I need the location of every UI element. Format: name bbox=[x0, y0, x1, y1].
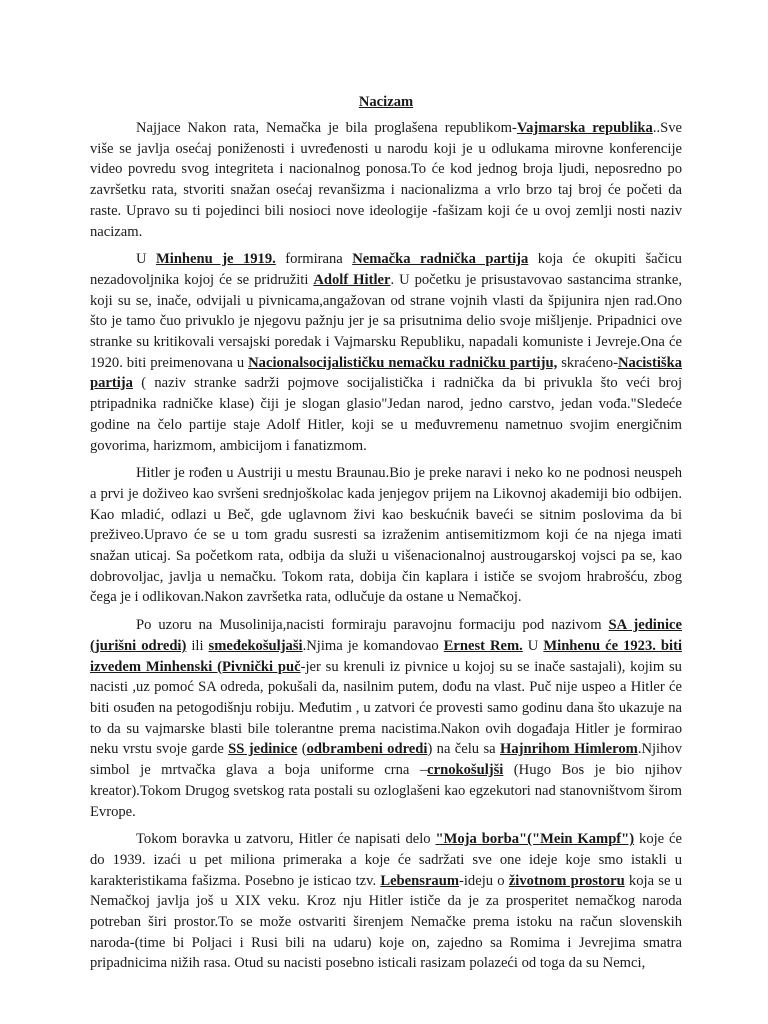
highlighted-term: crnokošulјši bbox=[427, 762, 504, 779]
text-run: . U početku je prisustavovao sastancima stranke, koji su se, inače, odvijali u pivnicama,angažovan od strane vojnih vlasti da špijunira njen rad.Ono što je tamo čuo privuklo je njegovu pažnju jer je sa prisutnima delio svoje mišljenje. Pripadnici ove stranke su kritikovali versajski poredak i Vajmarsku Republiku, napadali komuniste i Jevreje.Ona će 1920. biti preimenovana u bbox=[90, 271, 683, 371]
highlighted-term: Hajnrihom Himlerom bbox=[499, 741, 638, 758]
text-run: koja će okupiti šačicu nezadovoljnika kojoj će se pridružiti bbox=[90, 251, 682, 288]
text-run: U bbox=[136, 251, 156, 268]
highlighted-term: Nacionalsocijalističku nemačku radničku partiju, bbox=[248, 354, 558, 371]
paragraph bbox=[90, 118, 682, 242]
highlighted-term: SA jedinice (jurišni odredi) bbox=[90, 617, 682, 654]
text-run: Po uzoru na Musolinija,nacisti formiraju paravojnu formaciju pod nazivom bbox=[136, 617, 609, 634]
highlighted-term: Nemačka radnička partija bbox=[352, 251, 529, 268]
highlighted-term: Nacistiška partija bbox=[90, 354, 682, 392]
paragraph bbox=[90, 249, 682, 456]
highlighted-term: Lebensraum bbox=[380, 872, 459, 889]
highlighted-term: Minhenu će 1923. biti izvedem Minhenski (Pivnički puč bbox=[90, 637, 682, 675]
highlighted-term: Vajmarska republika bbox=[516, 120, 653, 136]
document-body bbox=[90, 118, 682, 974]
highlighted-term: SS jedinice bbox=[228, 741, 298, 758]
text-run: -jer su krenuli iz pivnice u kojoj su se inače sastajali), kojim su nacisti ,uz pomoć SA odreda, pokušali da, nasilnim putem, dođu na vlast. Puč nije uspeo a Hitler će biti osuđen na petogodišnju robiju. Međutim , u zatvori će provesti samo godinu dana što ukazuje na to da su vajmarske blasti bile tolerantne prema nacistima.Nakon ovih događaja Hitler je formirao neku vrstu svoje garde bbox=[90, 658, 682, 758]
text-run: formirana bbox=[275, 251, 353, 268]
highlighted-term: Adolf Hitler bbox=[313, 271, 391, 288]
highlighted-term: odbrambeni odredi bbox=[306, 741, 428, 758]
highlighted-term: Minhenu je 1919. bbox=[155, 251, 276, 268]
text-run: ili bbox=[186, 637, 209, 654]
text-run: .Njima je komandovao bbox=[302, 637, 444, 654]
highlighted-term: smeđekošuljaši bbox=[208, 637, 303, 654]
text-run: koja se u Nemačkoj javlja još u XIX veku. Kroz nju Hitler ističe da je za prosperitet nemačkog naroda potreban širi prostor.To se može ostvariti širenjem Nemačke prema istoku na račun slovenskih naroda-(time bi Poljaci i Rusi bili na udaru) koje on, zajedno sa Romima i Jevrejima smatra pripadnicima nižih rasa. Otud su nacisti posebno isticali rasizam polazeći od toga da su Nemci, bbox=[90, 872, 682, 972]
text-run: ..Sve više se javlja osećaj poniženosti i uvređenosti u narodu koji je u odlukama mirovne konferencije video povredu svog integriteta i nacionalnog ponosa.To će kod jednog broja ljudi, neposredno po završetku rata, stvoriti snažan osećaj revanšizma i nacionalizma a vrlo brzo taj broj će početi da raste. Upravo su ti pojedinci bili nosioci nove ideologije -fašizam koji će u ovoj zemlji nosti naziv nacizam. bbox=[90, 120, 683, 240]
text-run: ( naziv stranke sadrži pojmove socijalistička i radnička da bi privukla što veći broj ptripadnika radničke klase) čiji je slogan glasio"Jedan narod, jedno carstvo, jedan vođa."Sledeće godine na čelo partije staje Adolf Hitler, koji se u međuvremenu nametnuo svojim energičnim govorima, harizmom, ambicijom i fanatizmom. bbox=[90, 375, 682, 454]
text-run: koje će do 1939. izaći u pet miliona primeraka a koje će sadržati sve one ideje koje smo istakli u karakteristikama fašizma. Posebno je isticao tzv. bbox=[90, 831, 682, 889]
highlighted-term: "Moja borba"("Mein Kampf") bbox=[435, 831, 635, 848]
text-run: Hitler je rođen u Austriji u mestu Braunau.Bio je preke naravi i neko ko ne podnosi neuspeh a prvi je doživeo kao svršeni srednjoškolac kada jenjegov prijem na Likovnoj akademiji bio odbijen. Kao mladić, odlazi u Beč, gde uglavnom živi kao beskućnik baveći se sitnim poslovima da bi preživeo.Upravo će se u tom gradu susresti sa izraženim antisemitizmom koji će na njega imati snažan uticaj. Sa početkom rata, odbija da služi u višenacionalnoj austrougarskoj vojsci pa se, kao dobrovoljac, javlja u nemačku. Tokom rata, dobija čin kaplara i ističe se svojom hrabrošću, zbog čega je i odlikovan.Nakon završetka rata, odlučuje da ostane u Nemačkoj. bbox=[90, 465, 682, 606]
paragraph bbox=[90, 463, 682, 608]
text-run: ) na čelu sa bbox=[427, 741, 500, 758]
text-run: U bbox=[522, 637, 544, 654]
text-run: Tokom boravka u zatvoru, Hitler će napisati delo bbox=[136, 831, 436, 848]
highlighted-term: životnom prostoru bbox=[508, 872, 625, 889]
document-title: Nacizam bbox=[358, 94, 414, 110]
text-run: ( bbox=[297, 741, 307, 758]
text-run: .Njihov simbol je mrtvačka glava a boja uniforme crna – bbox=[90, 741, 682, 779]
highlighted-term: Ernest Rem. bbox=[443, 637, 523, 654]
paragraph bbox=[90, 615, 682, 822]
text-run: skraćeno- bbox=[557, 354, 618, 371]
text-run: Najjace Nakon rata, Nemačka je bila proglašena republikom- bbox=[136, 120, 517, 136]
paragraph bbox=[90, 829, 682, 974]
text-run: -ideju o bbox=[459, 872, 509, 889]
text-run: (Hugo Bos je bio njihov kreator).Tokom Drugog svetskog rata postali su ozloglašeni kao egzekutori nad stanovništvom širom Evrope. bbox=[90, 762, 682, 820]
